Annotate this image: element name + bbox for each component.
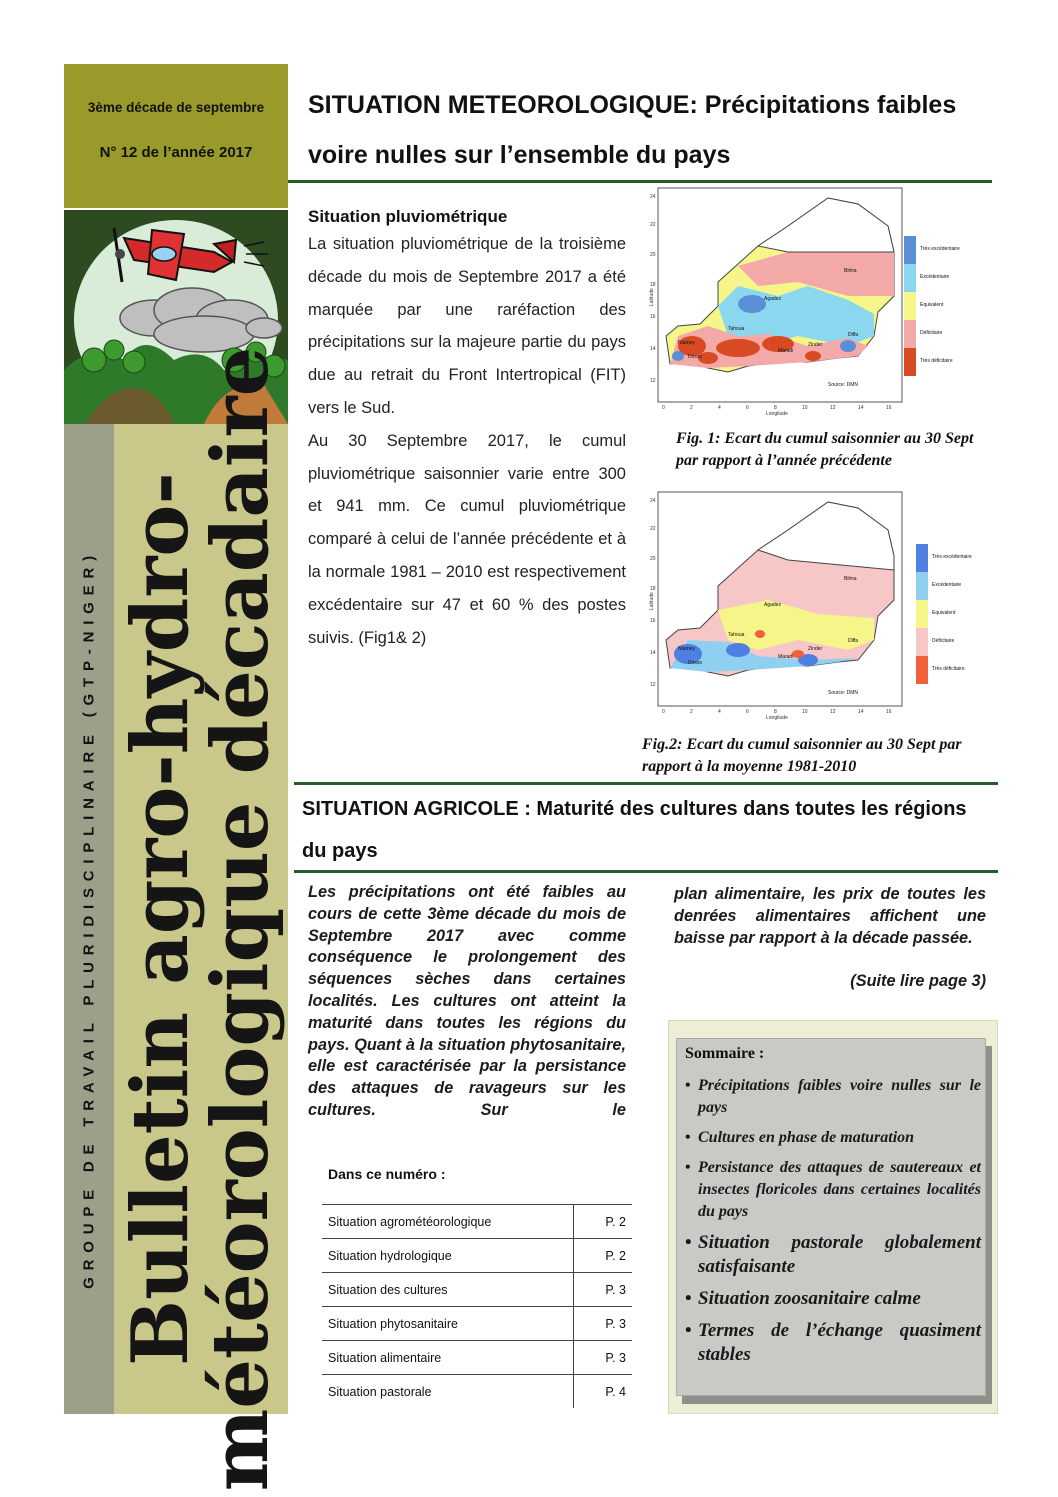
fig1-xtick: 12 [830,405,836,411]
agri-column-1 [308,882,626,1122]
fig2-place: Agadez [764,602,781,608]
fig2-place: Diffa [848,638,859,644]
fig2-place: Dosso [688,660,703,666]
toc-page: P. 4 [574,1375,633,1409]
fig2-ytick: 24 [650,498,656,504]
fig2-xtick: 8 [774,709,777,715]
fig1-place: Diffa [848,332,859,338]
fig1-xlabel: Longitude [766,411,788,416]
fig1-place: Bilma [844,268,857,274]
sommaire-item: • Persistance des attaques de sautereaux et insectes floricoles dans certaines localités du pays [685,1157,981,1223]
fig1-xtick: 4 [718,405,721,411]
meteo-title-rule [288,180,992,183]
fig1-legend-label: Très excédentaire [920,246,960,252]
fig1-place: Tahoua [728,326,745,332]
fig1-ytick: 16 [650,314,656,320]
fig2-ytick: 12 [650,682,656,688]
fig1-place: Agadez [764,296,781,302]
fig1-legend [904,236,964,386]
toc-row [322,1341,632,1375]
fig2-place: Bilma [844,576,857,582]
fig1-ytick: 12 [650,378,656,384]
fig1-ylabel: Latitude [649,288,655,306]
sommaire-list [685,1075,981,1375]
bulletin-title [115,346,286,1492]
fig2-legend [916,544,976,694]
fig2-ytick: 14 [650,650,656,656]
toc-page: P. 2 [574,1239,633,1273]
agri-title-rule [294,870,998,873]
toc-row [322,1375,632,1409]
sommaire-item: • Termes de l’échange quasiment stables [685,1319,981,1367]
fig1-source: Source: DMN [828,382,859,388]
fig1-ytick: 24 [650,194,656,200]
fig1-ytick: 20 [650,252,656,258]
pluvio-subtitle: Situation pluviométrique [308,207,508,226]
fig1-legend-swatch [904,320,916,348]
toc-table [322,1204,632,1408]
agri-top-rule [294,782,998,785]
toc-label: Situation des cultures [322,1273,574,1307]
sommaire-item: • Situation pastorale globalement satisfaisante [685,1231,981,1279]
fig1-xtick: 0 [662,405,665,411]
agri-column-2-text: plan alimentaire, les prix de toutes les denrées alimentaires affichent une baisse par rapport à la décade passée. [674,885,986,947]
toc-label: Situation alimentaire [322,1341,574,1375]
toc-label: Situation phytosanitaire [322,1307,574,1341]
fig2-place: Niamey [678,646,695,652]
fig1-xtick: 2 [690,405,693,411]
fig2-caption: Fig.2: Ecart du cumul saisonnier au 30 Sept par rapport à la moyenne 1981-2010 [642,736,962,775]
bulletin-title-line1: Bulletin agro-hydro- [115,472,206,1366]
fig2-xtick: 16 [886,709,892,715]
bulletin-title-line2: météorologique décadaire [195,346,286,1492]
fig2-map [648,490,910,720]
toc-page: P. 3 [574,1273,633,1307]
fig2-legend-label: Equivalent [932,610,956,616]
fig2-ytick: 16 [650,618,656,624]
toc-heading: Dans ce numéro : [328,1166,446,1182]
fig2-ytick: 22 [650,526,656,532]
fig2-xtick: 12 [830,709,836,715]
sommaire-item: • Situation zoosanitaire calme [685,1287,981,1311]
fig2-map-svg [648,490,910,720]
group-name-vertical-container [64,424,114,1414]
sommaire-item: • Cultures en phase de maturation [685,1127,981,1149]
fig2-xtick: 10 [802,709,808,715]
fig2-place: Zinder [808,646,823,652]
fig2-legend-label: Excédentaire [932,582,962,588]
pluvio-paragraph-2: Au 30 Septembre 2017, le cumul pluviométrique saisonnier varie entre 300 et 941 mm. Ce cumul pluviométrique comparé à celui de l’année précédente et à la normale 1981 – 2010 est respectivement excédentaire sur 47 et 60 % des postes suivis. (Fig1& 2) [308,431,626,647]
fig2-legend-swatch [916,600,928,628]
fig2-xtick: 4 [718,709,721,715]
toc-label: Situation pastorale [322,1375,574,1409]
sommaire-box [676,1038,986,1396]
fig2-xtick: 0 [662,709,665,715]
fig1-ytick: 18 [650,282,656,288]
fig2-place: Maradi [778,654,794,660]
issue-decade: 3ème décade de septembre [87,100,265,115]
fig1-legend-label: Equivalent [920,302,944,308]
agri-continue-note: (Suite lire page 3) [850,972,986,990]
pluvio-body [308,228,626,654]
fig1-legend-swatch [904,292,916,320]
fig1-place: Zinder [808,342,823,348]
toc-row [322,1239,632,1273]
sommaire-heading: Sommaire : [685,1045,765,1062]
fig2-source: Source: DMN [828,690,859,696]
fig2-xtick: 6 [746,709,749,715]
fig2-legend-label: Très excédentaire [932,554,972,560]
fig1-xtick: 6 [746,405,749,411]
fig1-map [648,186,910,416]
fig1-xtick: 8 [774,405,777,411]
fig1-legend-swatch [904,348,916,376]
fig2-legend-swatch [916,572,928,600]
fig2-xlabel: Longitude [766,715,788,720]
group-name-vertical: GROUPE DE TRAVAIL PLURIDISCIPLINAIRE (GTP-NIGER) [80,549,98,1289]
fig2-xtick: 2 [690,709,693,715]
fig2-place: Tahoua [728,632,745,638]
fig1-xtick: 16 [886,405,892,411]
fig1-place: Niamey [678,340,695,346]
toc-page: P. 2 [574,1205,633,1239]
fig1-xtick: 10 [802,405,808,411]
fig1-legend-label: Déficitaire [920,330,943,336]
fig2-ylabel: Latitude [649,592,655,610]
fig1-xtick: 14 [858,405,864,411]
agri-column-2 [674,884,986,949]
fig1-place: Dosso [688,354,703,360]
fig1-ytick: 22 [650,222,656,228]
fig1-map-svg [648,186,910,416]
meteo-section-title: SITUATION METEOROLOGIQUE: Précipitations faibles voire nulles sur l’ensemble du pays [308,91,957,169]
fig2-ytick: 20 [650,556,656,562]
toc-row [322,1205,632,1239]
fig2-legend-label: Très déficitaire [932,666,965,672]
agri-section-title: SITUATION AGRICOLE : Maturité des cultures dans toutes les régions du pays [302,798,967,862]
fig2-legend-swatch [916,544,928,572]
toc-row [322,1273,632,1307]
issue-number: N° 12 de l’année 2017 [99,144,253,161]
fig1-legend-swatch [904,264,916,292]
agri-column-1-text: Les précipitations ont été faibles au cours de cette 3ème décade du mois de Septembre 2017 avec comme conséquence le prolongement des séquences sèches dans certaines localités. Les cultures ont atteint la maturité dans toutes les régions du pays. Quant à la situation phytosanitaire, elle est caractérisée par la persistance des attaques de ravageurs sur les cultures. Sur le [308,883,626,1119]
fig1-caption: Fig. 1: Ecart du cumul saisonnier au 30 Sept par rapport à l’année précédente [676,430,974,469]
issue-header-box [64,64,288,208]
toc-page: P. 3 [574,1307,633,1341]
fig2-xtick: 14 [858,709,864,715]
toc-label: Situation agrométéorologique [322,1205,574,1239]
sommaire-item: • Précipitations faibles voire nulles sur le pays [685,1075,981,1119]
toc-page: P. 3 [574,1341,633,1375]
fig1-place: Maradi [778,348,794,354]
fig2-legend-label: Déficitaire [932,638,955,644]
bulletin-title-container [114,346,288,1492]
pluvio-paragraph-1: La situation pluviométrique de la troisième décade du mois de Septembre 2017 a été marquée par une raréfaction des précipitations sur la majeure partie du pays due au retrait du Front Intertropical (FIT) vers le Sud. [308,235,626,417]
fig1-legend-label: Très déficitaire [920,358,953,364]
fig1-ytick: 14 [650,346,656,352]
toc-row [322,1307,632,1341]
fig1-legend-label: Excédentaire [920,274,950,280]
toc-label: Situation hydrologique [322,1239,574,1273]
fig1-legend-swatch [904,236,916,264]
fig2-ytick: 18 [650,586,656,592]
fig2-legend-swatch [916,628,928,656]
fig2-legend-swatch [916,656,928,684]
